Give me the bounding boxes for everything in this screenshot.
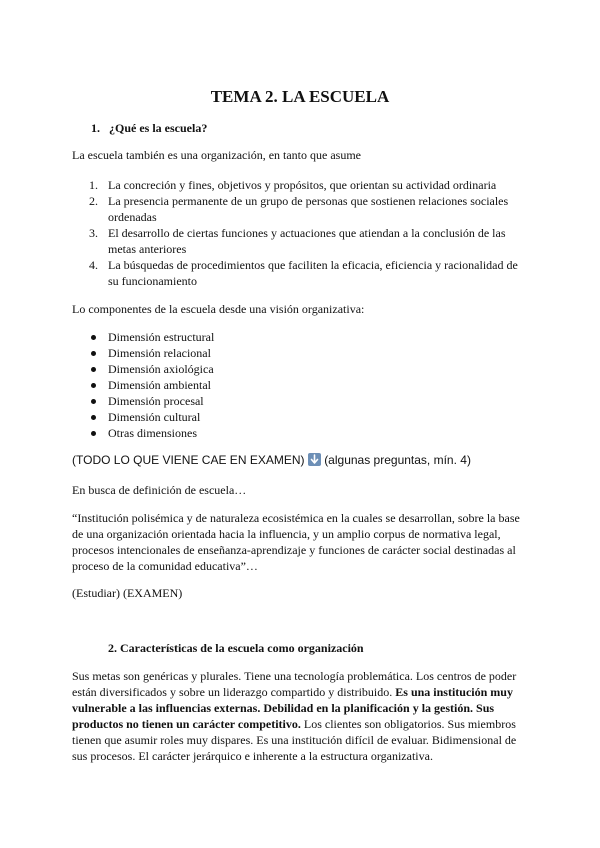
list-item <box>72 177 528 193</box>
list-item <box>72 193 528 225</box>
list-item <box>72 409 528 425</box>
list-item <box>72 393 528 409</box>
bullet-icon <box>91 399 96 404</box>
characteristics-text: Sus metas son genéricas y plurales. Tiene una tecnología problemática. Los centros de poder están diversificados y sobre un liderazgo compartido y distribuido. <box>72 669 517 699</box>
characteristics-text-end: Los clientes son obligatorios. Sus miembros tienen que asumir roles muy dispares. Es una institución difícil de evaluar. Bidimensional de sus procesos. El carácter jerárquico e inherente a la estructura organizativa. <box>72 717 517 763</box>
bullet-icon <box>91 415 96 420</box>
list-item <box>72 329 528 345</box>
document-title: TEMA 2. LA ESCUELA <box>210 87 390 106</box>
section-2-heading: 2. Características de la escuela como organización <box>108 641 364 655</box>
components-intro: Lo componentes de la escuela desde una visión organizativa: <box>72 302 365 316</box>
dimension-text: Dimensión cultural <box>108 410 201 424</box>
bullet-icon <box>91 431 96 436</box>
list-item <box>72 425 528 441</box>
list-item-text: La presencia permanente de un grupo de personas que sostienen relaciones sociales ordenadas <box>108 194 509 224</box>
bullet-icon <box>91 383 96 388</box>
section-1-heading <box>91 120 207 136</box>
study-note: (Estudiar) (EXAMEN) <box>72 586 183 600</box>
list-item-text: La búsquedas de procedimientos que faciliten la eficacia, eficiencia y racionalidad de su funcionamiento <box>108 258 518 288</box>
bullet-icon <box>91 335 96 340</box>
dimension-text: Dimensión ambiental <box>108 378 211 392</box>
dimension-text: Dimensión procesal <box>108 394 204 408</box>
exam-note-text: (TODO LO QUE VIENE CAE EN EXAMEN) <box>72 453 305 467</box>
down-arrow-icon <box>308 453 321 466</box>
dimension-text: Dimensión relacional <box>108 346 211 360</box>
characteristics-bold-text: Es una institución muy vulnerable a las influencias externas. Debilidad en la planificación y la gestión. Sus productos no tienen un carácter competitivo. <box>72 685 513 731</box>
list-item <box>72 345 528 361</box>
dimension-text: Otras dimensiones <box>108 426 197 440</box>
dimensions-list <box>72 329 528 441</box>
list-item <box>72 361 528 377</box>
list-item <box>72 225 528 257</box>
list-item-text: El desarrollo de ciertas funciones y actuaciones que atiendan a la conclusión de las metas anteriores <box>108 226 506 256</box>
intro-paragraph: La escuela también es una organización, en tanto que asume <box>72 148 361 162</box>
exam-note <box>72 452 528 468</box>
bullet-icon <box>91 351 96 356</box>
list-marker: 3. <box>89 226 98 240</box>
numbered-list <box>72 177 528 289</box>
bullet-icon <box>91 367 96 372</box>
list-marker: 4. <box>89 258 98 272</box>
section-1-number: 1. <box>91 121 100 135</box>
list-marker: 1. <box>89 178 98 192</box>
list-item-text: La concreción y fines, objetivos y propósitos, que orientan su actividad ordinaria <box>108 178 497 192</box>
definition-intro: En busca de definición de escuela… <box>72 483 247 497</box>
list-marker: 2. <box>89 194 98 208</box>
exam-note-detail: (algunas preguntas, mín. 4) <box>324 453 471 467</box>
dimension-text: Dimensión axiológica <box>108 362 214 376</box>
definition-quote: “Institución polisémica y de naturaleza ecosistémica en la cuales se desarrollan, sobre la base de una organización orientada hacia la influencia, y un amplio corpus de normativa legal, procesos intencionales de enseñanza-aprendizaje y funciones de carácter social destinadas al proceso de la comunidad educativa”… <box>72 511 520 573</box>
dimension-text: Dimensión estructural <box>108 330 215 344</box>
list-item <box>72 377 528 393</box>
section-1-title: ¿Qué es la escuela? <box>109 121 208 135</box>
list-item <box>72 257 528 289</box>
characteristics-paragraph <box>72 668 528 764</box>
